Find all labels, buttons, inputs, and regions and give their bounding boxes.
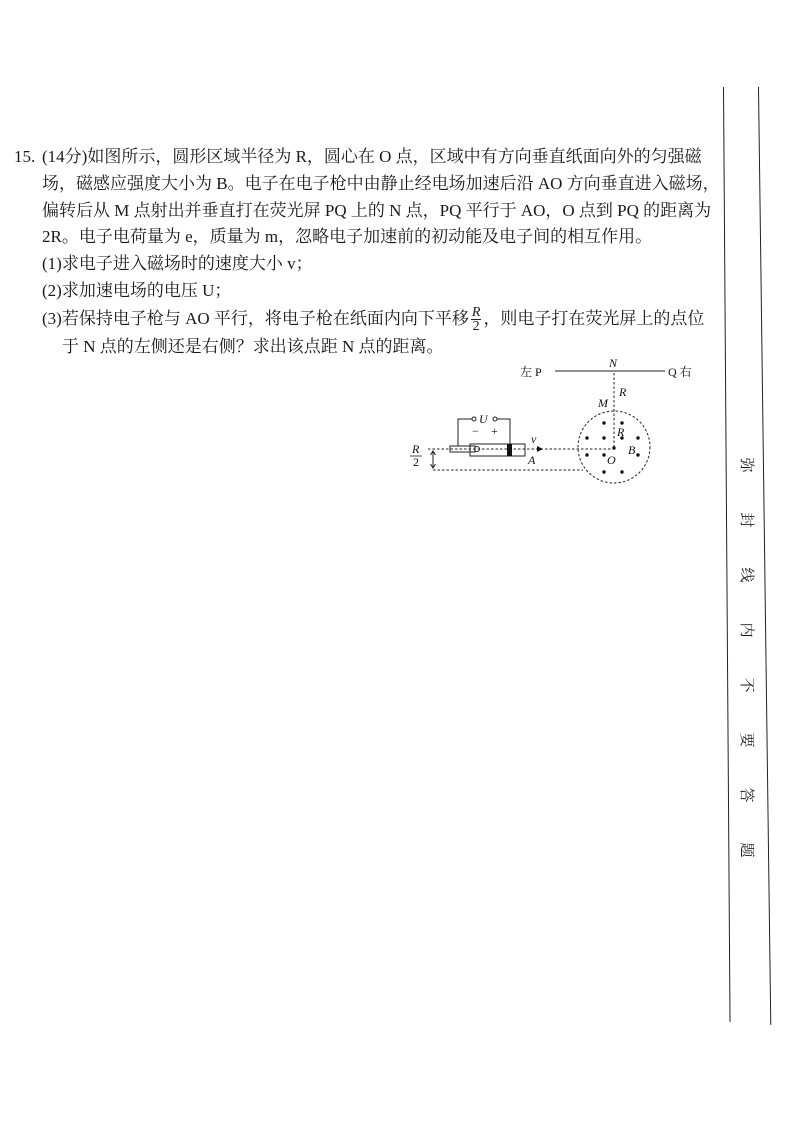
field-dot xyxy=(602,470,605,473)
question-stem-line-3: 偏转后从 M 点射出并垂直打在荧光屏 PQ 上的 N 点，PQ 平行于 AO，O 点到 PQ 的距离为 xyxy=(42,201,712,220)
offset-denominator: 2 xyxy=(413,455,419,469)
seal-char: 封 xyxy=(738,512,754,528)
label-u: U xyxy=(479,412,488,426)
label-minus: − xyxy=(472,424,479,438)
label-v: v xyxy=(531,432,537,446)
part-3-line-2: 于 N 点的左侧还是右侧？求出该点距 N 点的距离。 xyxy=(62,337,444,356)
part-3-text-after: ，则电子打在荧光屏上的点位 xyxy=(483,309,705,328)
field-dot xyxy=(602,453,605,456)
field-dot xyxy=(585,436,588,439)
part-3-line-1 xyxy=(42,305,704,333)
electron-gun-body xyxy=(470,444,525,456)
anode-plate xyxy=(507,444,512,456)
fraction-numerator: R xyxy=(471,304,481,320)
label-m: M xyxy=(598,396,608,410)
fraction-denominator: 2 xyxy=(472,318,480,334)
label-r-outer: R xyxy=(619,385,627,399)
label-left-p: 左 P xyxy=(520,365,542,379)
question-stem-line-1: (14分)如图所示，圆形区域半径为 R，圆心在 O 点，区域中有方向垂直纸面向外的匀强磁 xyxy=(42,147,702,166)
label-n: N xyxy=(609,356,618,370)
terminal-minus xyxy=(472,417,476,421)
label-plus: + xyxy=(491,424,498,438)
question-stem-line-2: 场，磁感应强度大小为 B。电子在电子枪中由静止经电场加速后沿 AO 方向垂直进入磁场， xyxy=(42,174,720,193)
part-1: (1)求电子进入磁场时的速度大小 v； xyxy=(42,254,313,273)
physics-diagram xyxy=(400,355,720,495)
seal-line-left xyxy=(723,87,731,1022)
label-r-inner: R xyxy=(617,425,625,439)
part-2: (2)求加速电场的电压 U； xyxy=(42,281,232,300)
part-3-text-before: (3)若保持电子枪与 AO 平行，将电子枪在纸面内向下平移 xyxy=(42,309,469,328)
seal-char: 要 xyxy=(738,732,754,748)
question-number: 15. xyxy=(14,147,36,166)
label-b: B xyxy=(628,443,636,457)
offset-numerator: R xyxy=(412,442,420,456)
part-3-fraction xyxy=(471,306,482,333)
field-dot xyxy=(602,421,605,424)
seal-char: 题 xyxy=(738,842,754,858)
seal-char: 内 xyxy=(738,622,754,638)
seal-line-right xyxy=(758,87,771,1025)
circuit-wire-left xyxy=(458,419,472,446)
field-dot xyxy=(602,436,605,439)
seal-char: 弥 xyxy=(738,457,754,473)
field-dot xyxy=(585,453,588,456)
label-o: O xyxy=(607,453,616,467)
label-q-right: Q 右 xyxy=(668,365,692,379)
field-dot xyxy=(636,436,639,439)
velocity-arrowhead xyxy=(537,446,543,452)
seal-char: 线 xyxy=(738,567,754,583)
electron-gun-tube xyxy=(450,446,475,452)
circuit-wire-right xyxy=(497,419,510,444)
center-o-dot xyxy=(612,446,615,449)
question-stem-line-4: 2R。电子电荷量为 e，质量为 m，忽略电子加速前的初动能及电子间的相互作用。 xyxy=(42,227,653,246)
seal-char: 不 xyxy=(738,677,754,693)
seal-char: 答 xyxy=(738,787,754,803)
label-a: A xyxy=(528,453,536,467)
terminal-plus xyxy=(493,417,497,421)
field-dot xyxy=(636,453,639,456)
field-dot xyxy=(620,470,623,473)
